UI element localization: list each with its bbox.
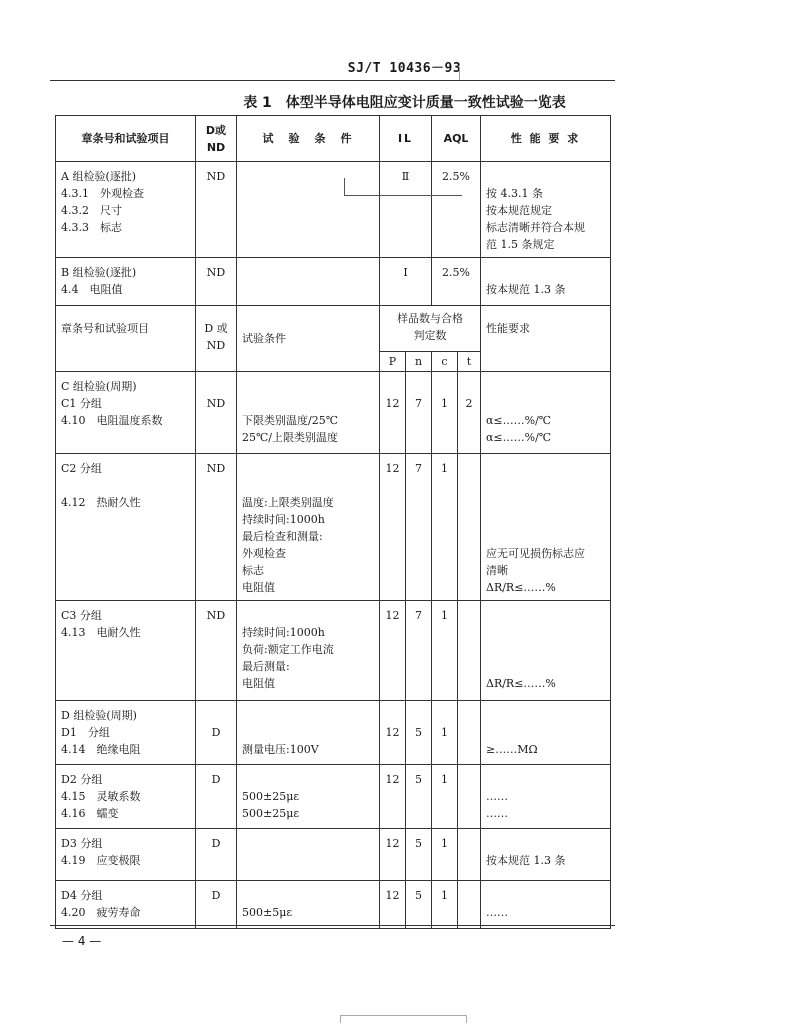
row-c1-p: 12 <box>385 397 400 410</box>
conformance-test-table <box>55 115 611 929</box>
row-d4-c: 1 <box>432 881 458 929</box>
row-c3-c: 1 <box>432 601 458 701</box>
row-c1-c-cell <box>432 372 458 454</box>
row-d1-c-cell <box>432 701 458 765</box>
row-c2-item-1: C2 分组 <box>61 462 102 475</box>
row-c2-item-3: 4.12 热耐久性 <box>61 496 141 509</box>
group-b-req <box>481 258 611 306</box>
row-c3-item-1: C3 分组 <box>61 609 102 622</box>
group-a-il: Ⅱ <box>380 162 432 258</box>
row-c2-cond-3: 最后检查和测量: <box>242 530 323 543</box>
col-il-header: IL <box>380 116 432 162</box>
col-item-header: 章条号和试验项目 <box>56 116 196 162</box>
row-c3-cond <box>237 601 380 701</box>
group-b-row <box>56 258 611 306</box>
group-b-aql: 2.5% <box>432 258 481 306</box>
row-c2-req-2: 清晰 <box>486 564 508 577</box>
row-c1-item-2: C1 分组 <box>61 397 102 410</box>
row-d2-item-3: 4.16 蠕变 <box>61 807 119 820</box>
row-d4-cond-1: 500±5με <box>242 906 293 919</box>
row-c3-item-2: 4.13 电耐久性 <box>61 626 141 639</box>
col2-t: t <box>458 352 481 372</box>
group-a-line-4: 4.3.3 标志 <box>61 221 122 234</box>
group-b-line-1: B 组检验(逐批) <box>61 266 137 279</box>
row-c1-req-1: α≤……%/℃ <box>486 414 552 427</box>
row-d2 <box>56 765 611 829</box>
row-c2-cond-2: 持续时间:1000h <box>242 513 325 526</box>
row-c1-cond-1: 下限类别温度/25℃ <box>242 414 339 427</box>
row-d1-p-cell <box>380 701 406 765</box>
row-d3-p: 12 <box>380 829 406 881</box>
row-c1-n: 7 <box>415 397 422 410</box>
row-d3-req <box>481 829 611 881</box>
col2-dnd-line-2: ND <box>206 339 226 352</box>
row-d2-item-1: D2 分组 <box>61 773 103 786</box>
col2-dnd-header <box>196 306 237 372</box>
row-c1-item-1: C 组检验(周期) <box>61 380 137 393</box>
group-a-items <box>56 162 196 258</box>
row-c1-t-cell <box>458 372 481 454</box>
row-d3-c: 1 <box>432 829 458 881</box>
col2-dnd-line-1: D 或 <box>204 322 228 335</box>
col-dnd-line-2: ND <box>206 140 226 154</box>
col2-item-header: 章条号和试验项目 <box>56 306 196 372</box>
row-d2-req-1: …… <box>486 790 508 803</box>
col2-n: n <box>406 352 432 372</box>
row-c1-t: 2 <box>465 397 473 410</box>
row-d1-req <box>481 701 611 765</box>
row-d2-cond-2: 500±25με <box>242 807 300 820</box>
row-c1-dnd <box>196 372 237 454</box>
row-c3-req-1: ΔR/R≤……% <box>486 677 556 690</box>
row-d2-c: 1 <box>432 765 458 829</box>
row-c2-dnd: ND <box>196 454 237 601</box>
row-c2-t <box>458 454 481 601</box>
row-c1-cond-2: 25℃/上限类别温度 <box>242 431 339 444</box>
row-d3-cond <box>237 829 380 881</box>
row-c2-cond-1: 温度:上限类别温度 <box>242 496 334 509</box>
row-c2-req <box>481 454 611 601</box>
row-d2-req <box>481 765 611 829</box>
row-d2-dnd: D <box>196 765 237 829</box>
row-c1-n-cell <box>406 372 432 454</box>
row-d2-p: 12 <box>380 765 406 829</box>
row-c1-req <box>481 372 611 454</box>
row-d3 <box>56 829 611 881</box>
document-id: SJ/T 10436－93 <box>347 61 462 76</box>
row-c3-req <box>481 601 611 701</box>
row-d4-item <box>56 881 196 929</box>
row-c2-item <box>56 454 196 601</box>
group-b-items <box>56 258 196 306</box>
row-c2-cond-5: 标志 <box>242 564 264 577</box>
row-d1-item-3: 4.14 绝缘电阻 <box>61 743 141 756</box>
row-d2-t <box>458 765 481 829</box>
row-c2-cond-6: 电阻值 <box>242 581 275 594</box>
row-d4-t <box>458 881 481 929</box>
header-rule <box>50 80 615 81</box>
group-b-line-2: 4.4 电阻值 <box>61 283 123 296</box>
row-d1-item <box>56 701 196 765</box>
scan-artifact-frame <box>344 178 462 196</box>
row-c3-t <box>458 601 481 701</box>
row-c3-cond-1: 持续时间:1000h <box>242 626 325 639</box>
row-d3-req-1: 按本规范 1.3 条 <box>486 854 566 867</box>
col-cond-header: 试 验 条 件 <box>237 116 380 162</box>
row-d1-item-1: D 组检验(周期) <box>61 709 137 722</box>
row-d4-p: 12 <box>380 881 406 929</box>
row-c3-p: 12 <box>380 601 406 701</box>
header2-row <box>56 306 611 352</box>
row-d1-n-cell <box>406 701 432 765</box>
row-c1-req-2: α≤……%/℃ <box>486 431 552 444</box>
col-dnd-line-1: D或 <box>205 123 227 137</box>
col-req-header: 性 能 要 求 <box>481 116 611 162</box>
col2-sample-line-1: 样品数与合格 <box>397 312 463 325</box>
col2-cond-header: 试验条件 <box>237 306 380 372</box>
row-c3-cond-3: 最后测量: <box>242 660 290 673</box>
group-b-cond <box>237 258 380 306</box>
row-c3-n: 7 <box>406 601 432 701</box>
row-c1-dnd-val: ND <box>206 397 226 410</box>
row-d1-n: 5 <box>415 726 422 739</box>
row-c1 <box>56 372 611 454</box>
col2-sample-line-2: 判定数 <box>413 329 447 342</box>
row-c2-cond <box>237 454 380 601</box>
group-b-req-1: 按本规范 1.3 条 <box>486 283 566 296</box>
group-a-req <box>481 162 611 258</box>
col-dnd-header <box>196 116 237 162</box>
group-a-req-4: 范 1.5 条规定 <box>486 238 555 251</box>
group-a-line-1: A 组检验(逐批) <box>61 170 137 183</box>
row-c1-cond <box>237 372 380 454</box>
row-d1-dnd-val: D <box>211 726 221 739</box>
row-d1-t <box>458 701 481 765</box>
row-c3-cond-4: 电阻值 <box>242 677 275 690</box>
row-c1-item <box>56 372 196 454</box>
row-d1 <box>56 701 611 765</box>
row-d4-dnd: D <box>196 881 237 929</box>
page-number: — 4 — <box>62 934 102 948</box>
row-c3-dnd: ND <box>196 601 237 701</box>
row-c3 <box>56 601 611 701</box>
row-d2-item <box>56 765 196 829</box>
group-b-dnd: ND <box>196 258 237 306</box>
row-c2-req-3: ΔR/R≤……% <box>486 581 556 594</box>
row-c1-p-cell <box>380 372 406 454</box>
row-d3-item <box>56 829 196 881</box>
row-d1-cond <box>237 701 380 765</box>
row-d1-item-2: D1 分组 <box>61 726 110 739</box>
row-d4-cond <box>237 881 380 929</box>
row-d1-req-1: ≥……MΩ <box>486 743 538 756</box>
row-d3-item-2: 4.19 应变极限 <box>61 854 141 867</box>
row-d2-n: 5 <box>406 765 432 829</box>
row-d4-req-1: …… <box>486 906 508 919</box>
row-d4-item-2: 4.20 疲劳寿命 <box>61 906 141 919</box>
row-d3-item-1: D3 分组 <box>61 837 103 850</box>
scan-artifact-bar <box>340 1015 467 1023</box>
row-c2-req-1: 应无可见损伤标志应 <box>486 547 585 560</box>
group-a-req-3: 标志清晰并符合本规 <box>486 221 585 234</box>
group-a-req-1: 按 4.3.1 条 <box>486 187 543 200</box>
col2-req-header: 性能要求 <box>481 306 611 372</box>
row-d1-p: 12 <box>385 726 400 739</box>
row-d3-t <box>458 829 481 881</box>
group-a-req-2: 按本规范规定 <box>486 204 552 217</box>
row-c3-cond-2: 负荷:额定工作电流 <box>242 643 334 656</box>
footer-rule <box>50 925 615 926</box>
row-c1-c: 1 <box>441 397 448 410</box>
col2-c: c <box>432 352 458 372</box>
group-a-aql: 2.5% <box>432 162 481 258</box>
group-a-dnd: ND <box>196 162 237 258</box>
row-c1-item-3: 4.10 电阻温度系数 <box>61 414 163 427</box>
row-d2-req-2: …… <box>486 807 508 820</box>
row-d4-n: 5 <box>406 881 432 929</box>
row-d4-req <box>481 881 611 929</box>
col-aql-header: AQL <box>432 116 481 162</box>
row-c2-c: 1 <box>432 454 458 601</box>
row-d1-dnd <box>196 701 237 765</box>
row-d1-cond-1: 测量电压:100V <box>242 743 319 756</box>
group-a-row <box>56 162 611 258</box>
row-c2 <box>56 454 611 601</box>
row-d2-cond <box>237 765 380 829</box>
group-b-il: Ⅰ <box>380 258 432 306</box>
row-d4 <box>56 881 611 929</box>
row-c2-n: 7 <box>406 454 432 601</box>
col2-p: P <box>380 352 406 372</box>
header-row <box>56 116 611 162</box>
row-d3-dnd: D <box>196 829 237 881</box>
row-d1-c: 1 <box>441 726 448 739</box>
row-d3-n: 5 <box>406 829 432 881</box>
row-d4-item-1: D4 分组 <box>61 889 103 902</box>
table-caption: 表 1 体型半导体电阻应变计质量一致性试验一览表 <box>243 95 566 111</box>
row-c2-p: 12 <box>380 454 406 601</box>
group-a-cond <box>237 162 380 258</box>
row-c2-cond-4: 外观检查 <box>242 547 286 560</box>
group-a-line-3: 4.3.2 尺寸 <box>61 204 122 217</box>
row-d2-cond-1: 500±25με <box>242 790 300 803</box>
row-c3-item <box>56 601 196 701</box>
row-d2-item-2: 4.15 灵敏系数 <box>61 790 141 803</box>
col2-sample-header <box>380 306 481 352</box>
group-a-line-2: 4.3.1 外观检查 <box>61 187 144 200</box>
